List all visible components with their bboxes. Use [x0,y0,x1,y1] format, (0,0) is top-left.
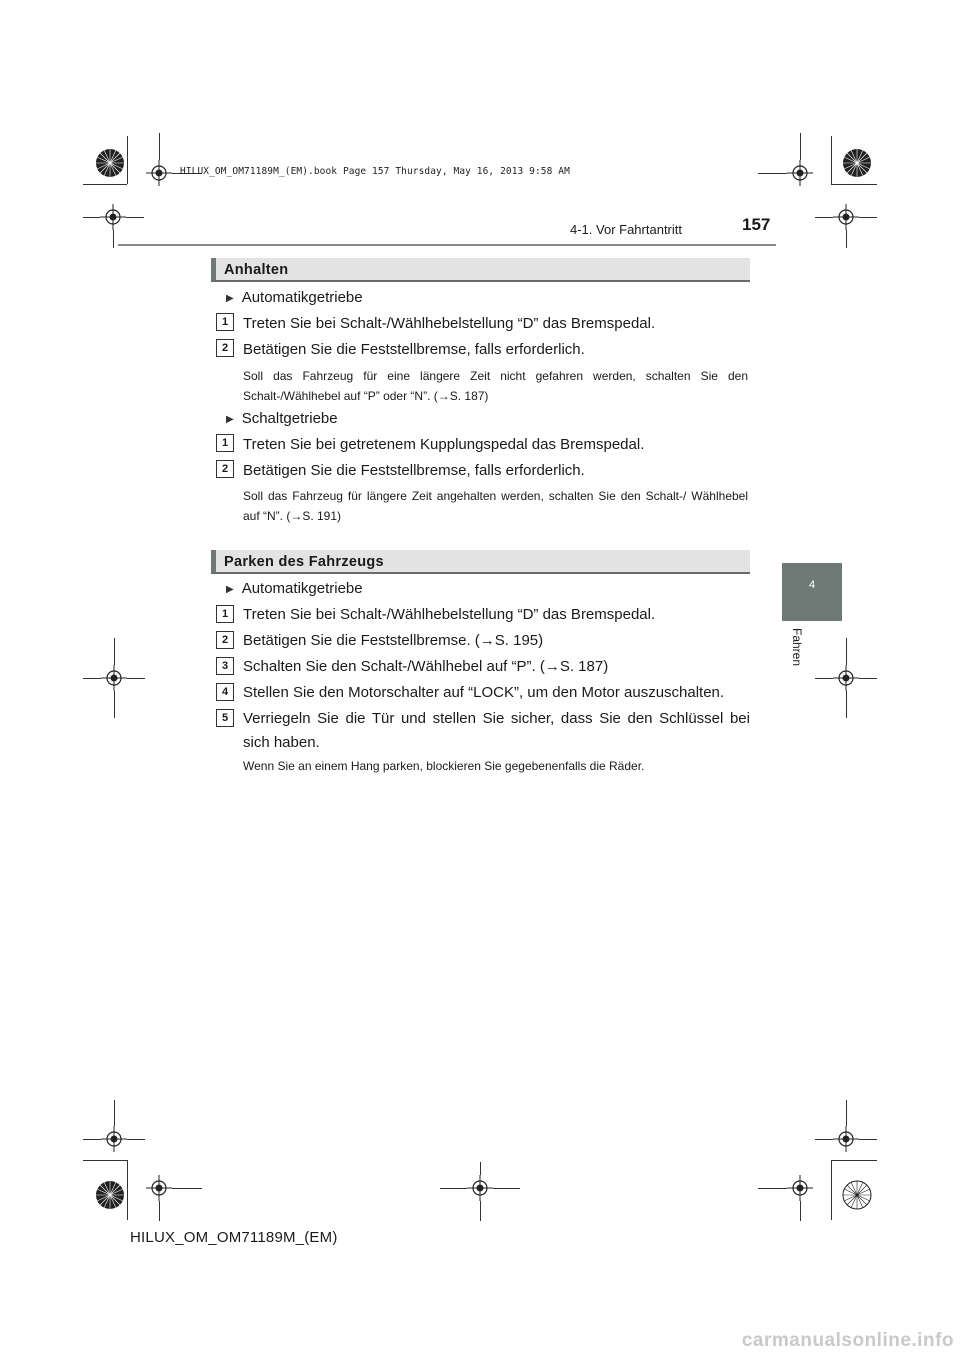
step-text: Treten Sie bei Schalt-/Wählhebelstellung “D” das Bremspedal. [243,315,656,332]
crop-line [859,1139,877,1140]
bullet-text: Schaltgetriebe [241,410,338,427]
crop-line [172,1188,202,1189]
running-header-section: 4-1. Vor Fahrtantritt [570,222,682,237]
crop-line [758,1188,787,1189]
registration-mark-icon [787,160,813,186]
chapter-number: 4 [808,579,816,591]
crop-line [127,678,145,679]
registration-mark-icon [100,204,126,230]
print-wheel-icon [842,148,872,178]
crop-line [114,638,115,665]
crop-line [815,217,833,218]
section-heading-text: Anhalten [224,262,289,278]
registration-mark-icon [101,665,127,691]
step-number-badge: 3 [216,657,234,675]
note-text: Wenn Sie an einem Hang parken, blockieren Sie gegebenenfalls die Räder. [243,759,645,773]
crop-line [127,1139,145,1140]
registration-mark-icon [146,160,172,186]
crop-line [114,691,115,718]
triangle-bullet-icon: ▶ [226,414,234,425]
crop-line [831,1160,832,1220]
crop-line [846,638,847,665]
crop-line [113,230,114,248]
step-text: Treten Sie bei getretenem Kupplungspedal das Bremspedal. [243,436,645,453]
print-wheel-icon [95,148,125,178]
chapter-label: Fahren [790,628,804,667]
bullet-item [226,580,363,597]
crop-line [127,136,128,184]
step-number-badge: 2 [216,339,234,357]
footer-document-code: HILUX_OM_OM71189M_(EM) [130,1229,338,1246]
registration-mark-icon [101,1126,127,1152]
registration-mark-icon [833,204,859,230]
watermark: carmanualsonline.info [741,1330,954,1351]
chapter-tab [782,563,842,621]
crop-line [83,1160,127,1161]
crop-line [83,1139,101,1140]
crop-line [114,1100,115,1126]
crop-line [159,133,160,160]
crop-line [480,1162,481,1175]
step-text: Verriegeln Sie die Tür und stellen Sie sicher, dass Sie den Schlüssel bei sich haben. [243,710,750,751]
crop-line [126,217,144,218]
step-number-badge: 4 [216,683,234,701]
registration-mark-icon [833,665,859,691]
crop-line [800,133,801,160]
registration-mark-icon [467,1175,493,1201]
crop-line [758,173,787,174]
step-text: Stellen Sie den Motorschalter auf “LOCK”, um den Motor auszuschalten. [243,684,725,701]
crop-line [493,1188,520,1189]
header-rule [118,244,776,246]
step-number-badge: 5 [216,709,234,727]
crop-line [831,184,877,185]
crop-line [800,1201,801,1221]
crop-line [83,678,101,679]
heading-accent-bar [211,258,216,280]
crop-line [83,217,100,218]
bullet-item [226,410,338,427]
crop-line [831,136,832,184]
print-wheel-icon [842,1180,872,1210]
step-text: Betätigen Sie die Feststellbremse. (→S. 195) [243,632,544,649]
note-text: Soll das Fahrzeug für eine längere Zeit nicht gefahren werden, schalten Sie den Schalt-/Wählhebel auf “P” oder “N”. (→S. 187) [243,369,748,403]
crop-line [846,230,847,248]
heading-accent-bar [211,550,216,572]
registration-mark-icon [787,1175,813,1201]
step-number-badge: 1 [216,434,234,452]
crop-line [440,1188,467,1189]
crop-line [859,678,877,679]
step-text: Treten Sie bei Schalt-/Wählhebelstellung “D” das Bremspedal. [243,606,656,623]
registration-mark-icon [146,1175,172,1201]
crop-line [846,1100,847,1126]
step-text: Schalten Sie den Schalt-/Wählhebel auf “P”. (→S. 187) [243,658,609,675]
print-wheel-icon [95,1180,125,1210]
page-number: 157 [742,215,771,234]
step-text: Betätigen Sie die Feststellbremse, falls erforderlich. [243,341,585,358]
triangle-bullet-icon: ▶ [226,584,234,595]
section-heading-text: Parken des Fahrzeugs [224,554,384,570]
crop-line [83,184,127,185]
crop-line [846,691,847,718]
note-text: Soll das Fahrzeug für längere Zeit angehalten werden, schalten Sie den Schalt-/ Wählhebel auf “N”. (→S. 191) [243,489,748,523]
bullet-text: Automatikgetriebe [241,580,363,597]
step-number-badge: 1 [216,313,234,331]
step-number-badge: 2 [216,631,234,649]
step-text: Betätigen Sie die Feststellbremse, falls erforderlich. [243,462,585,479]
crop-line [859,217,877,218]
crop-line [815,1139,833,1140]
bullet-text: Automatikgetriebe [241,289,363,306]
crop-line [815,678,833,679]
step-number-badge: 1 [216,605,234,623]
crop-line [159,1201,160,1221]
section-heading [211,550,750,574]
crop-line [831,1160,877,1161]
crop-line [480,1201,481,1221]
section-heading [211,258,750,282]
book-stamp: HILUX_OM_OM71189M_(EM).book Page 157 Thursday, May 16, 2013 9:58 AM [180,166,570,177]
triangle-bullet-icon: ▶ [226,293,234,304]
registration-mark-icon [833,1126,859,1152]
step-number-badge: 2 [216,460,234,478]
bullet-item [226,289,363,306]
crop-line [127,1160,128,1220]
